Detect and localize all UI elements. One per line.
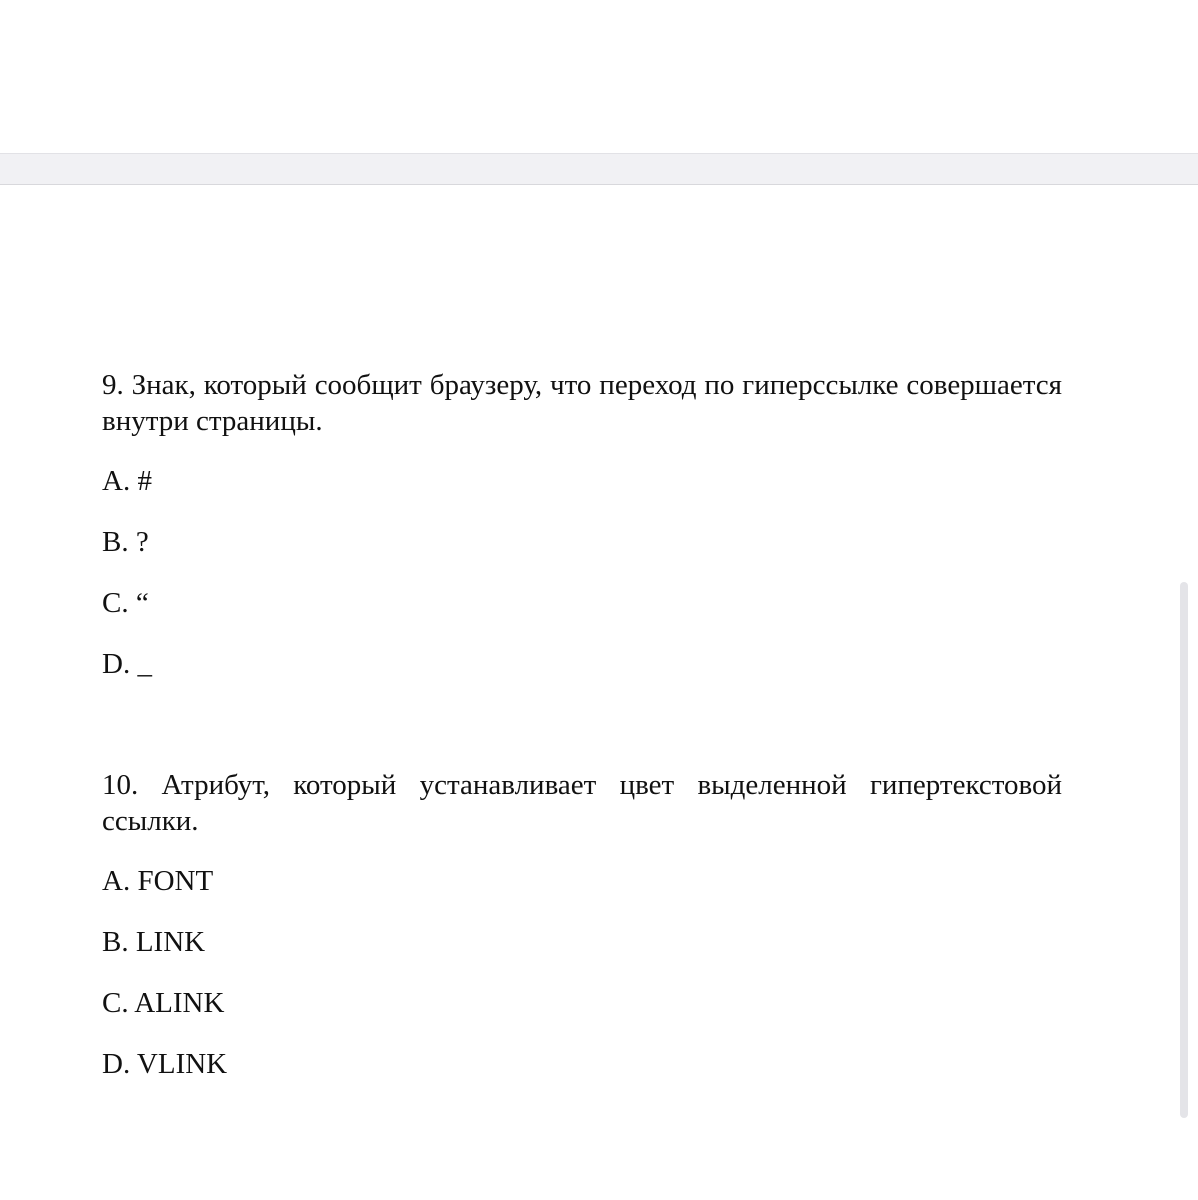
question-9 xyxy=(102,367,1062,707)
option-d: D. _ xyxy=(102,648,152,680)
answer-options xyxy=(102,863,1062,1082)
option-c: C. ALINK xyxy=(102,987,225,1019)
question-10 xyxy=(102,767,1062,1107)
vertical-scrollbar[interactable] xyxy=(1180,582,1188,1118)
option-d: D. VLINK xyxy=(102,1048,228,1080)
option-b: B. LINK xyxy=(102,926,206,958)
option-a: A. FONT xyxy=(102,865,214,897)
page-separator xyxy=(0,153,1198,185)
answer-options xyxy=(102,463,1062,682)
question-text: 10. Атрибут, который устанавливает цвет выделенной гипертекстовой ссылки. xyxy=(102,769,1062,837)
question-text: 9. Знак, который сообщит браузеру, что переход по гиперссылке совершается внутри страницы. xyxy=(102,369,1062,437)
option-b: B. ? xyxy=(102,526,149,558)
option-a: A. # xyxy=(102,465,152,497)
option-c: C. “ xyxy=(102,587,149,619)
